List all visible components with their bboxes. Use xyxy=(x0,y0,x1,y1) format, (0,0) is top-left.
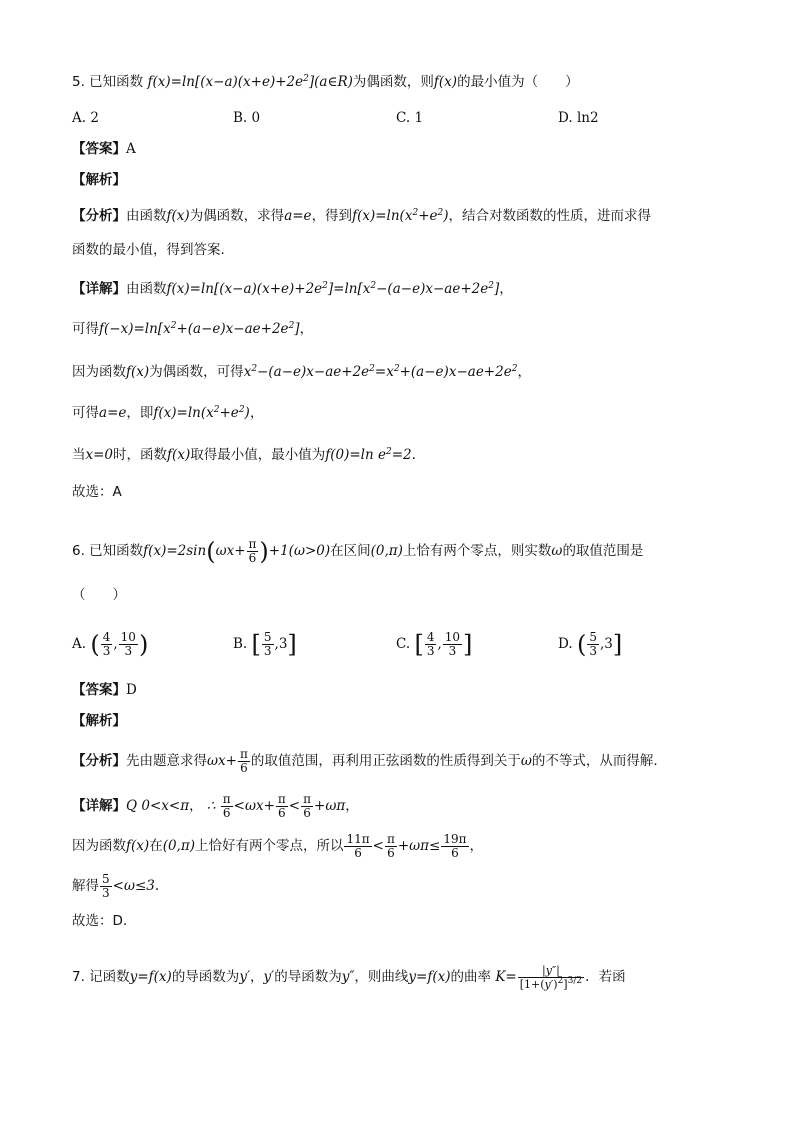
q5-analysis-heading: 【解析】 xyxy=(72,172,126,188)
q6-option-c: C. [ $\frac{4}{3}$ , $\frac{10}{3}$ ] xyxy=(396,630,473,659)
q5-xiangjie-4: 可得a=e，即$f(x)=\ln(x^2+e^2)$， xyxy=(72,405,264,421)
q5-function-formula: $f(x)=\ln[(x-a)(x+e)+2e^2](a\in R)$ xyxy=(147,74,353,90)
q5-fenxi: 【分析】由函数f(x)为偶函数，求得a=e，得到$f(x)=\ln(x^2+e^2)$，结合对数函数的性质，进而求得 xyxy=(72,208,652,224)
q5-xiangjie-1: 【详解】由函数$f(x)=\ln[(x-a)(x+e)+2e^2]=\ln[x^2-(a-e)x-ae+2e^2]$， xyxy=(72,281,513,297)
q6-xiangjie-3: 解得 $\frac{5}{3}$ <ω≤3. xyxy=(72,872,160,900)
q6-stem: 6. 已知函数f(x)=2sin(ωx+ $\frac{\pi}{6}$ )+1(ω>0)在区间(0,π)上恰有两个零点，则实数ω的取值范围是 xyxy=(72,537,644,566)
q6-option-b: B. [ $\frac{5}{3}$ ,3] xyxy=(233,630,297,659)
q5-option-a: A. 2 xyxy=(72,110,99,126)
q5-xiangjie-5: 当x=0时，函数f(x)取得最小值，最小值为f(0)=ln $e^2=2$. xyxy=(72,447,416,463)
q5-xiangjie-2: 可得$f(-x)=\ln[x^2+(a-e)x-ae+2e^2]$， xyxy=(72,321,314,337)
q6-option-d: D. ( $\frac{5}{3}$ ,3] xyxy=(558,630,623,659)
q6-choice: 故选：D. xyxy=(72,913,128,929)
q7-stem: 7. 记函数y=f(x)的导函数为y′，y′的导函数为y″，则曲线y=f(x)的曲率 K= $\frac{|y''|}{[1+(y')^2]^{3/2}}$ ．若函 xyxy=(72,964,626,991)
q6-fenxi: 【分析】先由题意求得ωx+ $\frac{\pi}{6}$ 的取值范围，再利用正弦函数的性质得到关于ω的不等式，从而得解. xyxy=(72,747,658,775)
q6-xiangjie-2: 因为函数f(x)在(0,π)上恰好有两个零点，所以 $\frac{11\pi}{6}$ < $\frac{\pi}{6}$ +ωπ≤ $\frac{19\pi}{6}$ ， xyxy=(72,832,484,860)
q5-choice: 故选：A xyxy=(72,484,122,500)
q6-xiangjie-1: 【详解】Q 0<x<π， ∴ $\frac{\pi}{6}$ <ωx+ $\frac{\pi}{6}$ < $\frac{\pi}{6}$ +ωπ， xyxy=(72,792,359,820)
q6-option-a: A. ( $\frac{4}{3}$ , $\frac{10}{3}$ ) xyxy=(72,630,149,659)
q5-stem: 5. 已知函数 $f(x)=\ln[(x-a)(x+e)+2e^2](a\in R)$为偶函数，则f(x)的最小值为（ ） xyxy=(72,74,579,90)
q5-fenxi-line2: 函数的最小值，得到答案. xyxy=(72,242,225,258)
q5-option-c: C. 1 xyxy=(396,110,424,126)
q6-paren: （ ） xyxy=(72,587,126,603)
q6-analysis-heading: 【解析】 xyxy=(72,713,126,729)
q5-xiangjie-3: 因为函数f(x)为偶函数，可得$x^2-(a-e)x-ae+2e^2=x^2+(a-e)x-ae+2e^2$， xyxy=(72,364,531,380)
q6-answer: 【答案】D xyxy=(72,682,137,698)
q5-option-d: D. ln2 xyxy=(558,110,599,126)
q5-option-b: B. 0 xyxy=(233,110,261,126)
q5-answer: 【答案】A xyxy=(72,141,136,157)
